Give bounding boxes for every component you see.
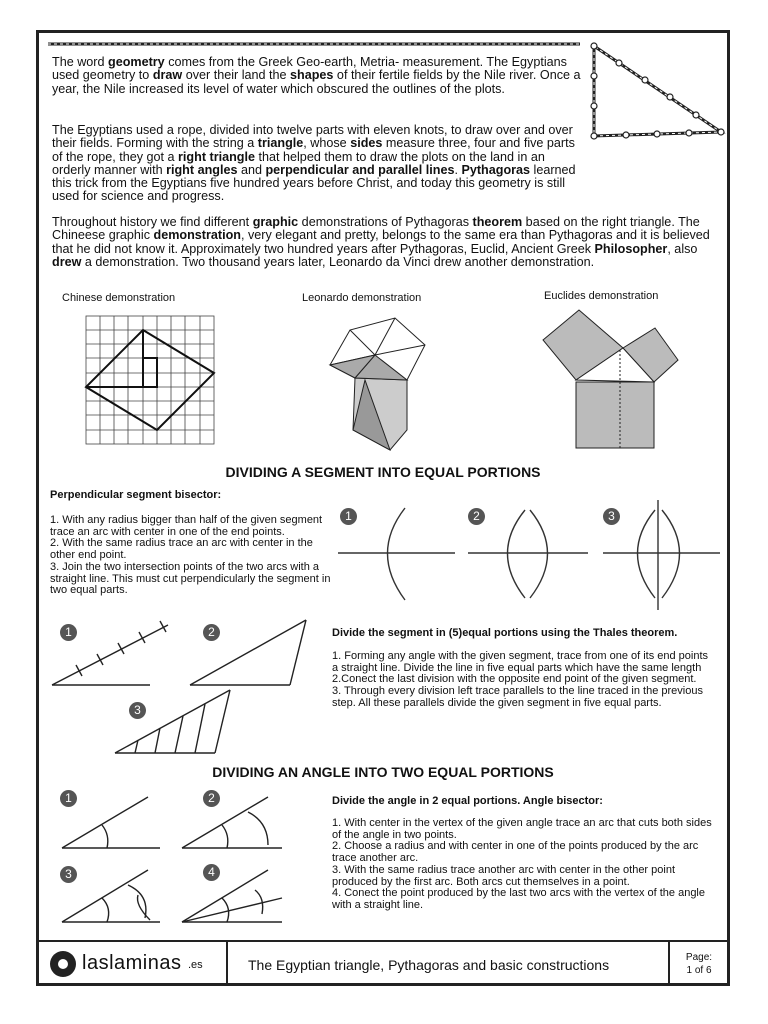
p1-bold-3: draw <box>152 68 183 83</box>
p2-bold-7: right angles <box>166 162 238 177</box>
footer-title: The Egyptian triangle, Pythagoras and basic constructions <box>248 957 610 973</box>
thales-title: Divide the segment in (5)equal portions using the Thales theorem. <box>332 627 678 639</box>
thales-figures <box>52 620 306 753</box>
section-angle-subtitle: Divide the angle in 2 equal portions. Angle bisector: <box>332 795 603 807</box>
step-badge: 2 <box>203 790 220 807</box>
step-badge: 1 <box>340 508 357 525</box>
caption-chinese: Chinese demonstration <box>62 292 176 304</box>
euclides-demonstration-figure <box>543 310 678 448</box>
p3-bold-9: drew <box>52 254 82 269</box>
step-badge: 4 <box>203 864 220 881</box>
logo-suffix: .es <box>188 959 203 971</box>
intro-paragraph-3: Throughout history we find different graphic demonstrations of Pythagoras theorem based on the right triangle. The Chineese graphic demonstration, very elegant and pretty, belongs to the same era than Pythagoras and it is believed that he did not know it. Approximately two hundred years after Pythagoras, Euclid, Ancient Greek Philosopher, also drew a demonstration. Two thousand years later, Leonardo da Vinci drew another demonstration. <box>52 215 710 269</box>
footer-title-box <box>226 940 670 986</box>
bisector-figures <box>338 500 720 610</box>
intro-paragraph-2: The Egyptians used a rope, divided into twelve parts with eleven knots, to draw over and over their fields. Forming with the string a triangle, whose sides measure three, four and five parts of the rope, they got a right triangle that helped them to draw the plots on the land in an orderly manner with right angles and perpendicular and parallel lines. Pythagoras learned this trick from the Egyptians five hundred years before Christ, and today this geometry is still used for science and progress. <box>52 123 576 204</box>
step-badge: 3 <box>129 702 146 719</box>
angle-steps: 1. With center in the vertex of the given angle trace an arc that cuts both sides of the angle in two points. 2. Choose a radius and with center in one of the points produced by the arc trace another arc. 3. With the same radius trace another arc with center in the other point produced by the first arc. Both arcs cut themselves in a point. 4. Conect the point produced by the last two arcs with the vertex of the angle with a straight line. <box>332 817 712 911</box>
page-label: Page: <box>685 952 713 963</box>
angle-bisector-figures <box>62 797 282 922</box>
step-badge: 2 <box>203 624 220 641</box>
section-segment-subtitle: Perpendicular segment bisector: <box>50 489 222 501</box>
p1-bold-1: geometry <box>108 55 165 69</box>
p2-bold-3: sides <box>350 136 383 151</box>
footer-logo-box <box>36 940 228 986</box>
page-value: 1 of 6 <box>686 965 712 976</box>
step-badge: 3 <box>60 866 77 883</box>
step-badge: 1 <box>60 790 77 807</box>
leonardo-demonstration-figure <box>330 318 425 450</box>
section-segment-title: DIVIDING A SEGMENT INTO EQUAL PORTIONS <box>225 464 541 480</box>
footer-page-box <box>668 940 730 986</box>
thales-steps: 1. Forming any angle with the given segment, trace from one of its end points a straight line. Divide the line in five equal parts which have the same length 2.Conect the last division with the opposite end point of the given segment. 3. Through every division left trace parallels to the line traced in the previous step. All these parallels divide the given segment in five equal parts. <box>332 650 709 709</box>
step-badge: 2 <box>468 508 485 525</box>
p3-bold-5: demonstration <box>153 228 241 243</box>
p3-bold-3: theorem <box>472 215 523 229</box>
step-badge: 1 <box>60 624 77 641</box>
caption-leonardo: Leonardo demonstration <box>302 292 422 304</box>
p1-bold-5: shapes <box>290 68 334 83</box>
bisector-steps: 1. With any radius bigger than half of the given segment trace an arc with center in one of the end points. 2. With the same radius trace an arc with center in the other end point. 3. Join the two intersection points of the two arcs with a straight line. This must cut perpendicularly the segment in two equal parts. <box>50 514 331 597</box>
caption-euclides: Euclides demonstration <box>544 290 659 302</box>
p3-bold-1: graphic <box>252 215 299 229</box>
logo-icon <box>50 951 76 977</box>
step-badge: 3 <box>603 508 620 525</box>
logo-text: laslaminas <box>82 952 182 974</box>
p2-bold-1: triangle <box>257 136 304 151</box>
p2-bold-11: Pythagoras <box>461 162 531 177</box>
p2-bold-5: right triangle <box>178 149 255 164</box>
intro-paragraph-1: The word geometry comes from the Greek Geo-earth, Metria- measurement. The Egyptians used geometry to draw over their land the shapes of their fertile fields by the Nile river. Once a year, the Nile increased its level of water which obscured the outlines of the plots. <box>52 55 581 96</box>
section-angle-title: DIVIDING AN ANGLE INTO TWO EQUAL PORTIONS <box>212 764 554 780</box>
chinese-demonstration-figure <box>86 316 214 444</box>
p2-bold-9: perpendicular and parallel lines <box>265 162 455 177</box>
p3-bold-7: Philosopher <box>594 241 668 256</box>
